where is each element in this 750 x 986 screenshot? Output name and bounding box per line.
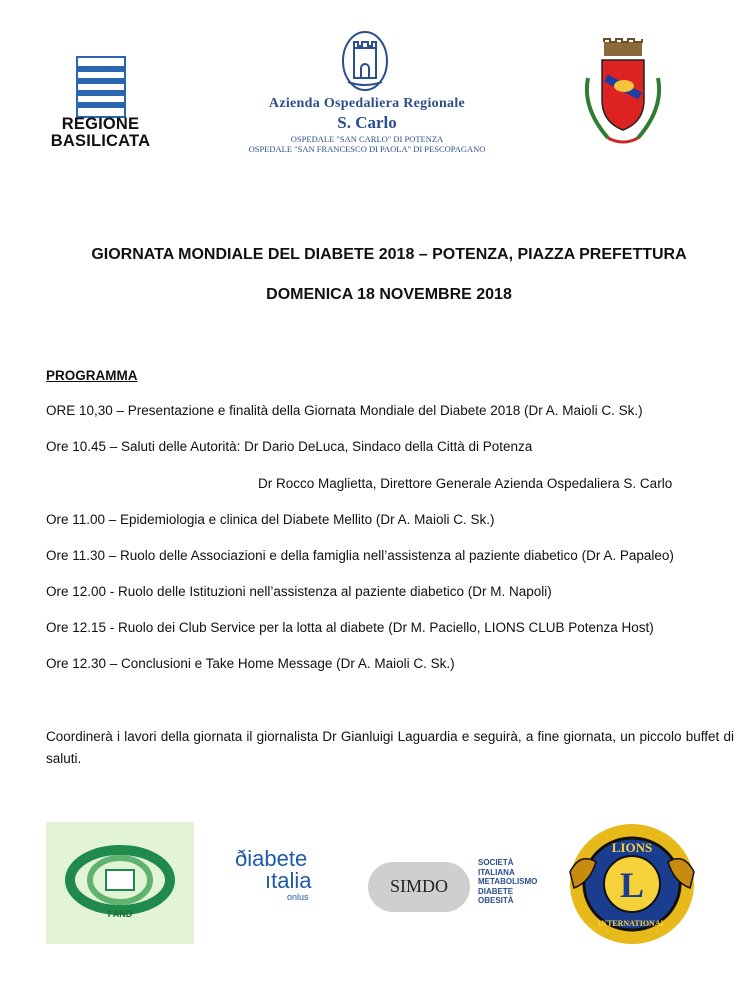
simdo-text-3: METABOLISMO — [478, 877, 538, 886]
potenza-coat-of-arms-icon — [578, 38, 668, 156]
fand-emblem-icon — [46, 822, 194, 944]
diabete-line2: ıtalia — [265, 868, 312, 893]
simdo-text-2: ITALIANA — [478, 867, 515, 877]
fand-logo — [46, 822, 194, 944]
lions-letter: L — [619, 865, 645, 905]
simdo-text-1: SOCIETÀ — [478, 858, 514, 867]
closing-paragraph: Coordinerà i lavori della giornata il giornalista Dr Gianluigi Laguardia e seguirà, a fine giornata, un piccolo buffet di saluti. — [46, 729, 734, 766]
program-item: Ore 12.00 - Ruolo delle Istituzioni nell’assistenza al paziente diabetico (Dr M. Napoli) — [46, 584, 552, 599]
azienda-name: Azienda Ospedaliera Regionale — [268, 96, 466, 111]
lions-top-text: LIONS — [611, 840, 653, 855]
lions-bottom-text: INTERNATIONAL — [598, 919, 666, 928]
program-item: Dr Rocco Maglietta, Direttore Generale Azienda Ospedaliera S. Carlo — [258, 476, 673, 491]
program-item: Ore 12.30 – Conclusioni e Take Home Message (Dr A. Maioli C. Sk.) — [46, 656, 455, 671]
simdo-text-4: DIABETE — [478, 886, 514, 896]
simdo-logo — [368, 858, 548, 916]
program-item: Ore 11.00 – Epidemiologia e clinica del Diabete Mellito (Dr A. Maioli C. Sk.) — [46, 512, 495, 527]
regione-basilicata-logo — [48, 56, 153, 152]
program-item: ORE 10,30 – Presentazione e finalità della Giornata Mondiale del Diabete 2018 (Dr A. Maioli C. Sk.) — [46, 403, 643, 418]
event-date: DOMENICA 18 NOVEMBRE 2018 — [266, 286, 512, 303]
regione-line2: BASILICATA — [50, 132, 151, 150]
diabete-line3: onlus — [287, 892, 309, 902]
regione-shield-icon — [76, 56, 126, 118]
azienda-sub1: OSPEDALE "SAN CARLO" DI POTENZA — [290, 134, 444, 144]
azienda-sc: S. Carlo — [337, 113, 397, 132]
simdo-mark: SIMDO — [389, 876, 448, 896]
diabete-italia-logo — [235, 848, 335, 908]
regione-line1: REGIONE — [61, 115, 140, 133]
castle-tower-icon — [340, 30, 390, 92]
program-item: Ore 12.15 - Ruolo dei Club Service per la lotta al diabete (Dr M. Paciello, LIONS CLUB Potenza Host) — [46, 620, 654, 635]
program-item: Ore 11.30 – Ruolo delle Associazioni e della famiglia nell’assistenza al paziente diabetico (Dr A. Papaleo) — [46, 548, 674, 563]
simdo-text-5: OBESITÀ — [478, 896, 514, 905]
event-title: GIORNATA MONDIALE DEL DIABETE 2018 – POTENZA, PIAZZA PREFETTURA — [91, 246, 687, 263]
lions-international-logo — [566, 822, 698, 946]
azienda-sub2: OSPEDALE "SAN FRANCESCO DI PAOLA" DI PESCOPAGANO — [248, 144, 486, 154]
program-heading: PROGRAMMA — [46, 368, 138, 383]
program-item: Ore 10.45 – Saluti delle Autorità: Dr Dario DeLuca, Sindaco della Città di Potenza — [46, 439, 533, 454]
fand-label: FAND — [107, 909, 133, 919]
diabete-line1: ðiabete — [235, 846, 308, 871]
azienda-ospedaliera-logo — [232, 30, 502, 155]
